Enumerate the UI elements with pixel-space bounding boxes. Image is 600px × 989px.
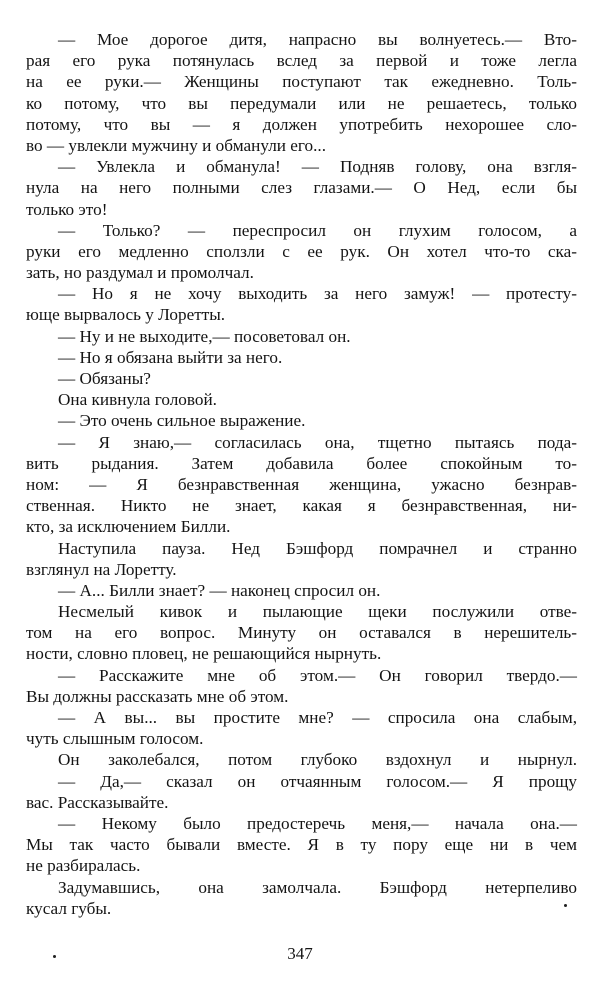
text-line: ко потому, что вы передумали или не решаетесь, только — [26, 93, 577, 113]
text-line: Задумавшись, она замолчала. Бэшфорд нетерпеливо — [58, 877, 577, 897]
text-line: — Да,— сказал он отчаянным голосом.— Я прощу — [58, 771, 577, 791]
page-number: 347 — [287, 944, 313, 963]
text-line: — Я знаю,— согласилась она, тщетно пытаясь пода- — [58, 432, 577, 452]
text-line: взглянул на Лоретту. — [26, 559, 177, 579]
text-line: — А вы... вы простите мне? — спросила она слабым, — [58, 708, 577, 727]
text-line: нула на него полными слез глазами.— О Нед, если бы — [26, 178, 577, 198]
text-line: вить рыдания. Затем добавила более спокойным то- — [26, 453, 577, 473]
text-line: Наступила пауза. Нед Бэшфорд помрачнел и странно — [58, 538, 577, 558]
text-line: — Некому было предостеречь меня,— начала она.— — [58, 813, 577, 833]
text-line: — Обязаны? — [58, 369, 151, 388]
text-line: юще вырвалось у Лоретты. — [26, 305, 226, 325]
page-body — [26, 29, 577, 919]
text-line: вас. Рассказывайте. — [26, 792, 169, 812]
text-line: Вы должны рассказать мне об этом. — [26, 686, 289, 706]
text-line: — Только? — переспросил он глухим голосом, а — [58, 220, 577, 240]
text-line: на ее руки.— Женщины поступают так ежедневно. Толь- — [26, 72, 577, 92]
text-line: потому, что вы — я должен употребить нехорошее сло- — [26, 114, 577, 134]
text-line: руки его медленно сползли с ее рук. Он хотел что-то ска- — [26, 241, 577, 261]
text-line: ственная. Никто не знает, какая я безнравственная, ни- — [26, 496, 577, 516]
text-line: — А... Билли знает? — наконец спросил он. — [58, 580, 381, 600]
text-line: кто, за исключением Билли. — [26, 517, 231, 537]
text-line: Несмелый кивок и пылающие щеки послужили отве- — [58, 602, 577, 622]
text-line: — Ну и не выходите,— посоветовал он. — [58, 326, 351, 346]
scan-speck — [53, 955, 56, 958]
text-line: зать, но раздумал и промолчал. — [26, 263, 254, 283]
text-line: — Это очень сильное выражение. — [58, 411, 306, 431]
text-line: — Но я обязана выйти за него. — [58, 347, 283, 367]
text-line: Он заколебался, потом глубоко вздохнул и нырнул. — [58, 750, 577, 770]
text-line: том на его вопрос. Минуту он оставался в нерешитель- — [26, 623, 577, 643]
scan-speck — [564, 904, 567, 907]
text-line: Мы так часто бывали вместе. Я в ту пору еще ни в чем — [26, 835, 577, 855]
text-line: ном: — Я безнравственная женщина, ужасно безнрав- — [26, 474, 577, 494]
text-line: Она кивнула головой. — [58, 390, 217, 410]
text-line: — Мое дорогое дитя, напрасно вы волнуетесь.— Вто- — [58, 30, 577, 49]
text-line: не разбиралась. — [26, 856, 141, 876]
text-line: только это! — [26, 199, 108, 219]
text-line: кусал губы. — [26, 898, 112, 918]
text-line: — Увлекла и обманула! — Подняв голову, она взгля- — [58, 157, 577, 177]
text-line: рая его рука потянулась вслед за первой и тоже легла — [26, 51, 577, 71]
text-line: ности, словно пловец, не решающийся нырнуть. — [26, 644, 382, 664]
text-line: во — увлекли мужчину и обманули его... — [26, 135, 326, 155]
text-line: — Но я не хочу выходить за него замуж! — протесту- — [58, 284, 577, 304]
text-line: чуть слышным голосом. — [26, 729, 204, 749]
text-line: — Расскажите мне об этом.— Он говорил твердо.— — [58, 665, 577, 685]
